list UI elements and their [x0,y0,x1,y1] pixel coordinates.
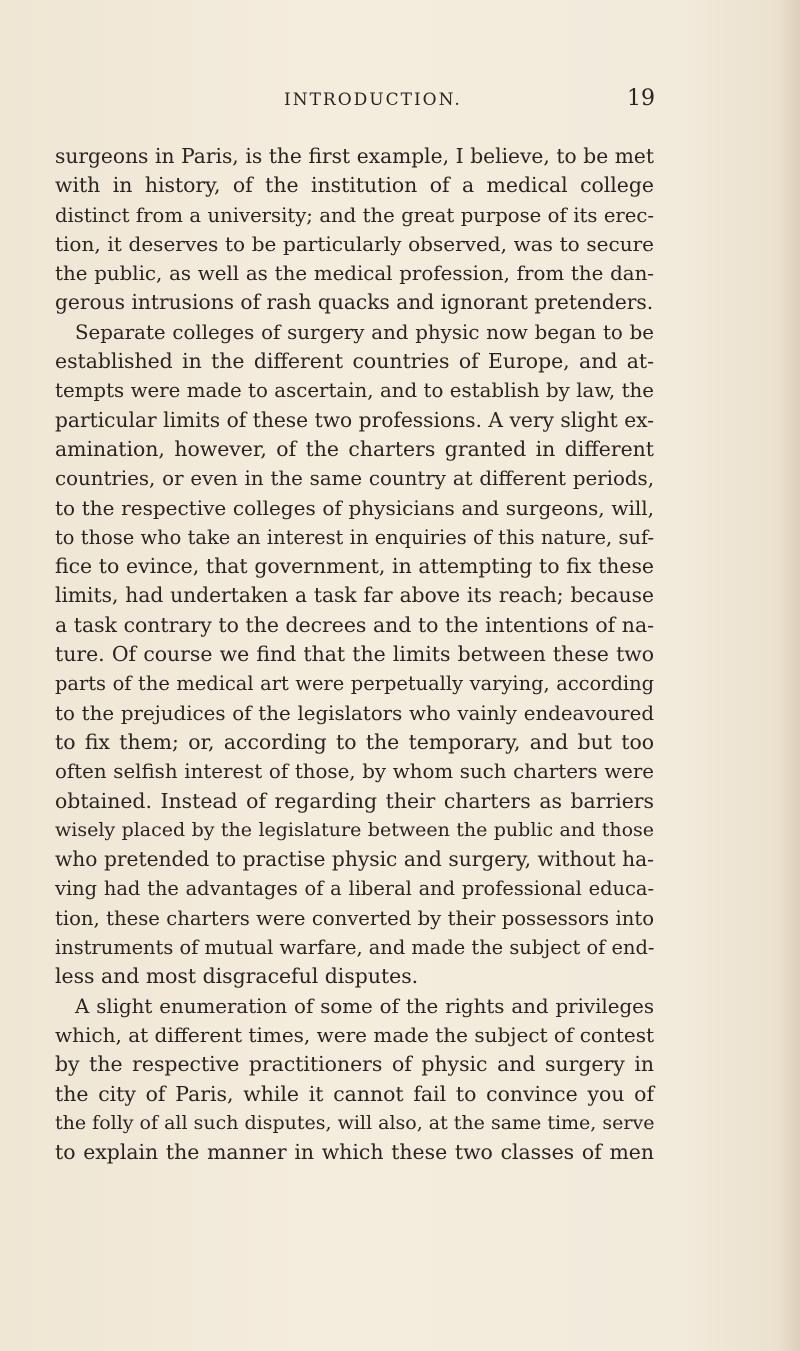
text-line: particular limits of these two professions. A very slight ex- [55,407,654,432]
text-line: to the prejudices of the legislators who vainly endeavoured [55,701,654,725]
text-line: often selfish interest of those, by whom such charters were [55,760,654,784]
text-line: instruments of mutual warfare, and made the subject of end- [55,936,655,960]
text-line: A slight enumeration of some of the rights and privileges [75,994,654,1018]
running-head: INTRODUCTION. [284,90,462,110]
text-line: obtained. Instead of regarding their charters as barriers [55,788,654,813]
text-line: a task contrary to the decrees and to the intentions of na- [55,612,654,637]
text-line: to those who take an interest in enquiries of this nature, suf- [55,525,654,549]
text-line: tempts were made to ascertain, and to establish by law, the [55,379,654,403]
text-line: fice to evince, that government, in attempting to fix these [55,554,654,579]
text-line: the folly of all such disputes, will also, at the same time, serve [55,1111,655,1134]
text-line: countries, or even in the same country at different periods, [55,467,654,491]
text-line: to the respective colleges of physicians and surgeons, will, [55,495,654,520]
text-line: with in history, of the institution of a medical college [55,173,654,198]
text-line: the city of Paris, while it cannot fail to convince you of [55,1081,654,1106]
text-line: ving had the advantages of a liberal and professional educa- [55,877,654,901]
text-line: established in the different countries of Europe, and at- [55,349,654,374]
text-line: less and most disgraceful disputes. [55,964,419,989]
text-line: limits, had undertaken a task far above its reach; because [55,583,654,608]
text-line: tion, these charters were converted by their possessors into [55,906,654,930]
text-line: the public, as well as the medical profession, from the dan- [55,262,654,286]
text-line: distinct from a university; and the great purpose of its erec- [55,203,654,227]
text-line: which, at different times, were made the subject of contest [55,1022,655,1047]
text-line: surgeons in Paris, is the first example, I believe, to be met [55,144,654,168]
text-line: wisely placed by the legislature between the public and those [55,818,654,841]
text-line: by the respective practitioners of physic and surgery in [55,1052,654,1077]
page-number: 19 [627,86,655,111]
text-line: to fix them; or, according to the temporary, and but too [55,729,654,754]
page-header [0,86,800,116]
text-line: parts of the medical art were perpetually varying, according [55,672,654,696]
body-text [55,142,654,1167]
text-line: gerous intrusions of rash quacks and ignorant pretenders. [55,290,654,315]
text-line: to explain the manner in which these two classes of men [55,1140,654,1165]
text-line: tion, it deserves to be particularly observed, was to secure [55,231,654,256]
text-line: Separate colleges of surgery and physic now began to be [75,320,654,344]
text-line: amination, however, of the charters granted in different [55,436,654,461]
page-edge-shadow [778,0,800,1351]
text-line: ture. Of course we find that the limits between these two [55,642,654,667]
text-line: who pretended to practise physic and surgery, without ha- [55,847,654,872]
